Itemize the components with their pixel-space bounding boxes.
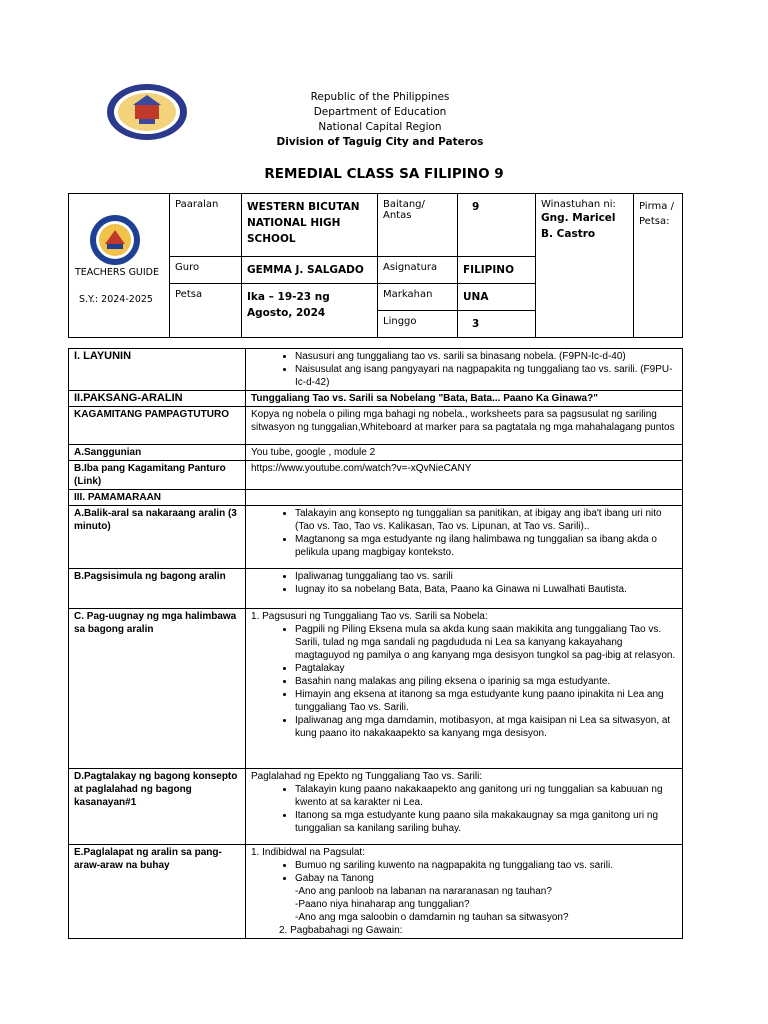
winastuhan-value: Gng. Maricel B. Castro <box>541 212 616 240</box>
list-item: • Nasusuri ang tunggaliang tao vs. sarili sa binasang nobela. (F9PN-Ic-d-40) <box>295 350 677 363</box>
list-item: • Ipaliwanag ang mga damdamin, motibasyon, at mga kaisipan ni Lea sa sitwasyon, at kung paano ito nakakaapekto sa kanyang mga desisyon. <box>295 714 677 740</box>
list-item: • Talakayin kung paano nakakaapekto ang ganitong uri ng tunggalian sa kabuuan ng kwento at sa karakter ni Lea. <box>295 783 677 809</box>
teachers-guide-cell <box>69 194 170 338</box>
winastuhan-label: Winastuhan ni: <box>541 199 616 210</box>
petsa-value: Ika – 19-23 ng Agosto, 2024 <box>242 284 378 338</box>
asignatura-value: FILIPINO <box>458 257 536 284</box>
petsa-label: Petsa <box>170 284 242 338</box>
table-row <box>69 769 683 845</box>
deped-circle-logo <box>89 214 141 266</box>
lesson-plan-table <box>68 348 683 939</box>
youtube-link[interactable]: https://www.youtube.com/watch?v=-xQvNieCANY <box>246 461 683 490</box>
list-item: • Himayin ang eksena at itanong sa mga estudyante kung paano ipinakita ni Lea ang tunggaliang Tao vs. Sarili. <box>295 688 677 714</box>
layunin-label: I. LAYUNIN <box>69 349 246 391</box>
list-item: • Pagtalakay <box>295 662 677 675</box>
document-title: REMEDIAL CLASS SA FILIPINO 9 <box>264 166 504 182</box>
letterhead-region: National Capital Region <box>318 121 442 133</box>
list-item: • Ipaliwanag tunggaliang tao vs. sarili <box>295 570 677 583</box>
deped-seal-logo <box>106 83 188 141</box>
linggo-label: Linggo <box>378 311 458 338</box>
guro-label: Guro <box>170 257 242 284</box>
guide-question: -Ano ang panloob na labanan na nararanasan ng tauhan? <box>295 886 552 897</box>
guro-value: GEMMA J. SALGADO <box>242 257 378 284</box>
guide-question: -Paano niya hinaharap ang tunggalian? <box>295 899 470 910</box>
paksang-label: II.PAKSANG-ARALIN <box>69 391 246 407</box>
iba-pang-kagamitan-label: B.Iba pang Kagamitang Panturo (Link) <box>69 461 246 490</box>
pagsisimula-label: B.Pagsisimula ng bagong aralin <box>69 569 246 609</box>
list-item: • Iugnay ito sa nobelang Bata, Bata, Paano ka Ginawa ni Luwalhati Bautista. <box>295 583 677 596</box>
paglalapat-label: E.Paglalapat ng aralin sa pang-araw-araw na buhay <box>69 845 246 939</box>
pagbabahagi-heading: 2. Pagbabahagi ng Gawain: <box>279 925 403 936</box>
table-row <box>69 407 683 445</box>
letterhead <box>240 90 520 150</box>
baitang-value: 9 <box>458 194 536 257</box>
list-item: • Itanong sa mga estudyante kung paano sila makakaugnay sa mga ganitong uri ng tunggalian sa kanilang sariling buhay. <box>295 809 677 835</box>
markahan-label: Markahan <box>378 284 458 311</box>
kagamitan-label: KAGAMITANG PAMPAGTUTURO <box>69 407 246 445</box>
paaralan-label: Paaralan <box>170 194 242 257</box>
list-item: • Gabay na Tanong <box>295 872 677 885</box>
table-row <box>69 461 683 490</box>
table-row <box>69 845 683 939</box>
list-item: • Bumuo ng sariling kuwento na nagpapakita ng tunggaliang tao vs. sarili. <box>295 859 677 872</box>
letterhead-republic: Republic of the Philippines <box>310 91 450 103</box>
paksang-value: Tunggaliang Tao vs. Sarili sa Nobelang "Bata, Bata... Paano Ka Ginawa?" <box>246 391 683 407</box>
table-row <box>69 391 683 407</box>
list-item: • Talakayin ang konsepto ng tunggalian sa panitikan, at ibigay ang iba't ibang uri nito (Tao vs. Tao, Tao vs. Kalikasan, Tao vs. Lipunan, at Tao vs. Sarili).. <box>295 507 677 533</box>
sanggunian-value: You tube, google , module 2 <box>246 445 683 461</box>
list-item: • Naisusulat ang isang pangyayari na nagpapakita ng tunggaliang tao vs. sarili. (F9PU-Ic-d-42) <box>295 363 677 389</box>
pag-uugnay-heading: 1. Pagsusuri ng Tunggaliang Tao vs. Sarili sa Nobela: <box>251 611 488 622</box>
winastuhan-cell <box>536 194 634 338</box>
pamamaraan-label: III. PAMAMARAAN <box>69 490 246 506</box>
letterhead-department: Department of Education <box>313 106 447 118</box>
table-row <box>69 506 683 569</box>
markahan-value: UNA <box>458 284 536 311</box>
table-row <box>69 609 683 769</box>
asignatura-label: Asignatura <box>378 257 458 284</box>
sanggunian-label: A.Sanggunian <box>69 445 246 461</box>
guide-question: -Ano ang mga saloobin o damdamin ng tauhan sa sitwasyon? <box>295 912 569 923</box>
table-row <box>69 569 683 609</box>
header-info-table <box>68 193 683 338</box>
table-row <box>69 490 683 506</box>
letterhead-division: Division of Taguig City and Pateros <box>276 136 484 148</box>
pagtalakay-label: D.Pagtalakay ng bagong konsepto at paglalahad ng bagong kasanayan#1 <box>69 769 246 845</box>
pagtalakay-heading: Paglalahad ng Epekto ng Tunggaliang Tao vs. Sarili: <box>251 771 483 782</box>
teachers-guide-label: TEACHERS GUIDE <box>75 267 160 278</box>
kagamitan-value: Kopya ng nobela o piling mga bahagi ng nobela., worksheets para sa pagsusulat ng sariling sitwasyon ng tunggalian,Whiteboard at marker para sa pagtatala ng mga mahahalagang puntos <box>246 407 683 445</box>
list-item: • Basahin nang malakas ang piling eksena o iparinig sa mga estudyante. <box>295 675 677 688</box>
baitang-label: Baitang/ Antas <box>378 194 458 257</box>
school-year-label: S.Y.: 2024-2025 <box>79 294 153 305</box>
pirma-label: Pirma / Petsa: <box>634 194 683 338</box>
linggo-value: 3 <box>458 311 536 338</box>
paaralan-value: WESTERN BICUTAN NATIONAL HIGH SCHOOL <box>242 194 378 257</box>
list-item: • Pagpili ng Piling Eksena mula sa akda kung saan makikita ang tunggaliang Tao vs. Sarili, tulad ng mga sandali ng pagdududa ni Lea sa kanyang kakayahang magtaguyod ng pamilya o ang kanyang mga desisyon tungkol sa pag-ibig at relasyon. <box>295 623 677 662</box>
table-row <box>69 349 683 391</box>
pag-uugnay-label: C. Pag-uugnay ng mga halimbawa sa bagong aralin <box>69 609 246 769</box>
list-item: • Magtanong sa mga estudyante ng ilang halimbawa ng tunggalian sa ibang akda o pelikula upang magbigay konteksto. <box>295 533 677 559</box>
balik-aral-label: A.Balik-aral sa nakaraang aralin (3 minuto) <box>69 506 246 569</box>
table-row <box>69 445 683 461</box>
paglalapat-heading: 1. Indibidwal na Pagsulat: <box>251 847 365 858</box>
